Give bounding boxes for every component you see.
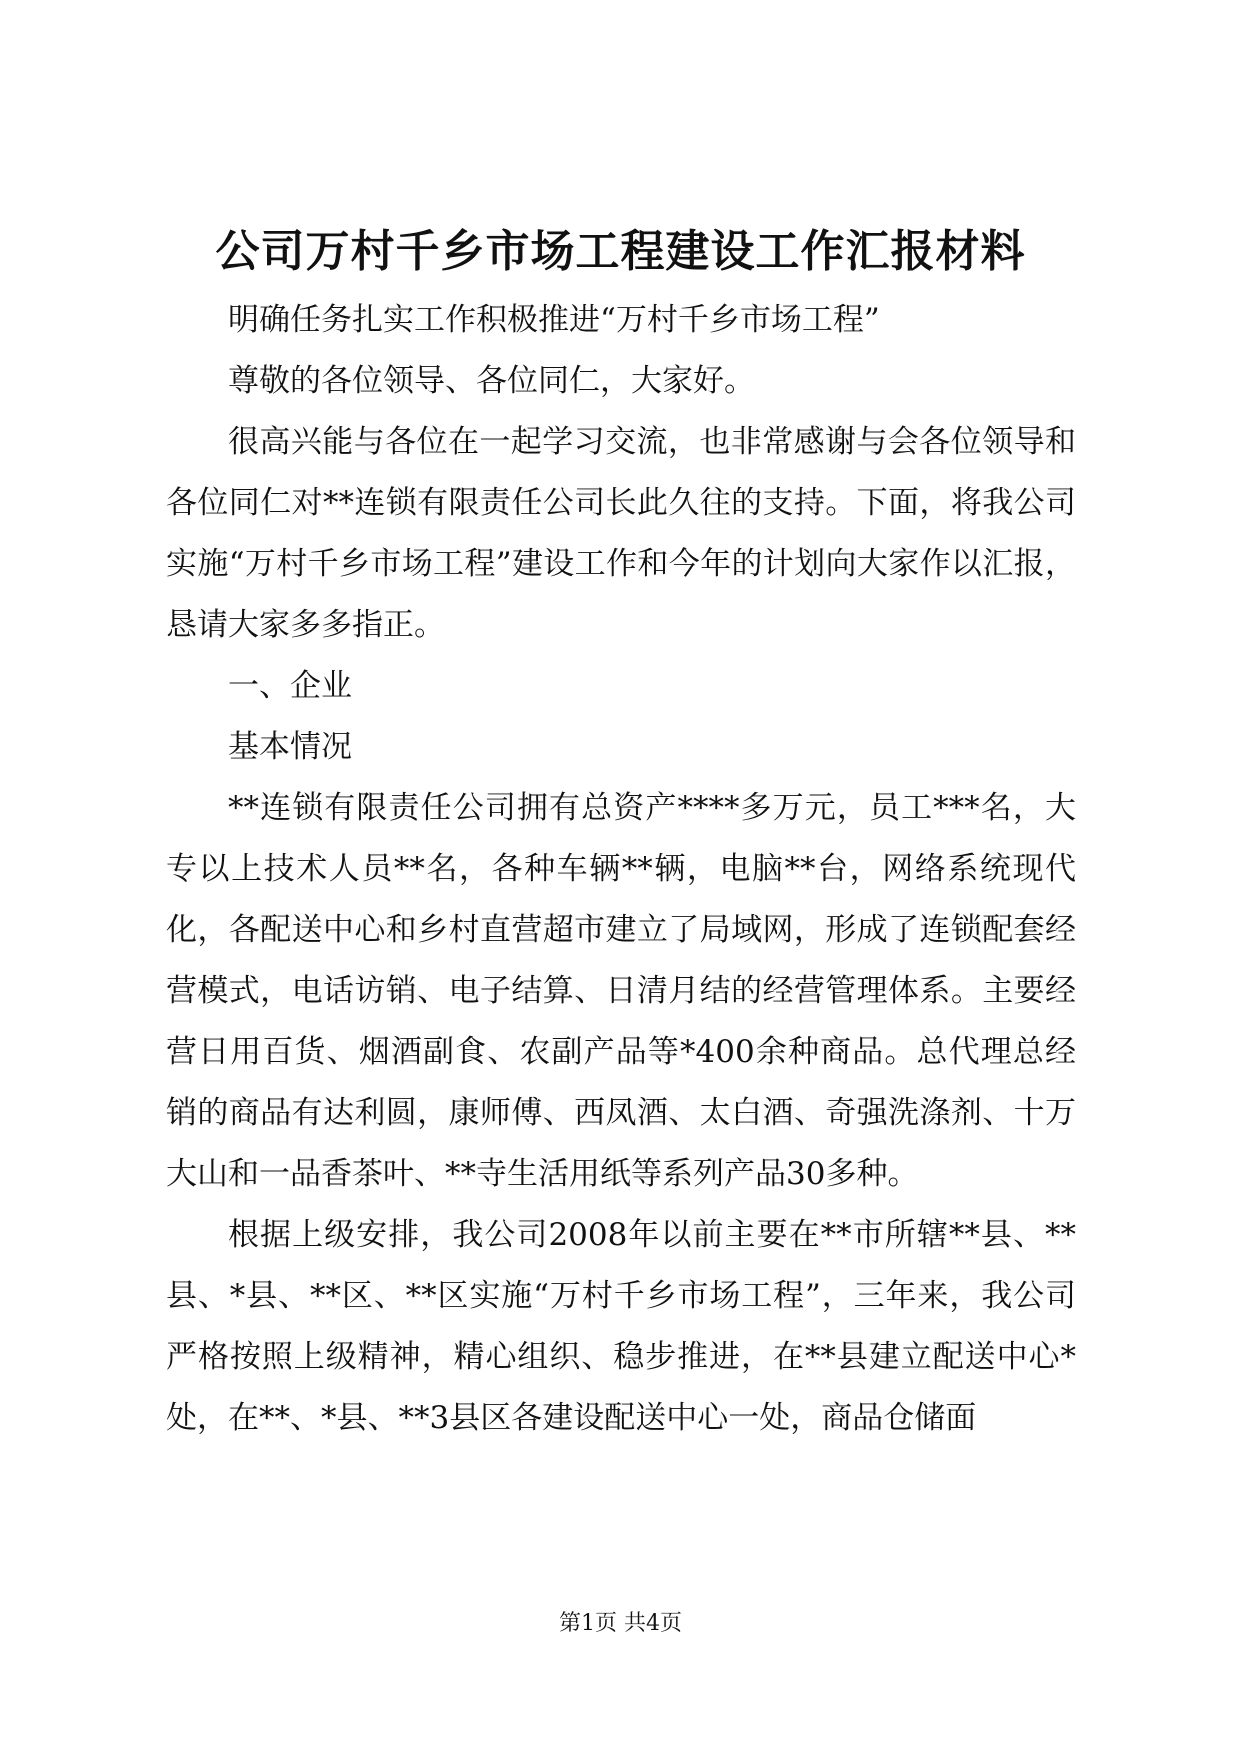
section-subheading-basic-info: 基本情况 <box>228 729 352 765</box>
paragraph-project-progress: 根据上级安排，我公司2008年以前主要在**市所辖**县、**县、*县、**区、**区实施“万村千乡市场工程”，三年来，我公司严格按照上级精神，精心组织、稳步推进，在**县建立配送中心*处，在**、*县、**3县区各建设配送中心一处，商品仓储面 <box>166 1217 1076 1436</box>
paragraph-subtitle: 明确任务扎实工作积极推进“万村千乡市场工程” <box>228 302 880 338</box>
paragraph-greeting: 尊敬的各位领导、各位同仁，大家好。 <box>228 363 755 399</box>
document-body <box>166 290 1076 1449</box>
document-title: 公司万村千乡市场工程建设工作汇报材料 <box>215 226 1026 277</box>
section-heading-enterprise: 一、企业 <box>228 668 352 704</box>
paragraph-company-overview: **连锁有限责任公司拥有总资产****多万元，员工***名，大专以上技术人员**名，各种车辆**辆，电脑**台，网络系统现代化，各配送中心和乡村直营超市建立了局域网，形成了连锁配套经营模式，电话访销、电子结算、日清月结的经营管理体系。主要经营日用百货、烟酒副食、农副产品等*400余种商品。总代理总经销的商品有达利圆，康师傅、西凤酒、太白酒、奇强洗涤剂、十万大山和一品香茶叶、**寺生活用纸等系列产品30多种。 <box>166 790 1076 1192</box>
page-number-footer: 第1页 共4页 <box>559 1611 682 1636</box>
paragraph-introduction: 很高兴能与各位在一起学习交流，也非常感谢与会各位领导和各位同仁对**连锁有限责任公司长此久往的支持。下面，将我公司实施“万村千乡市场工程”建设工作和今年的计划向大家作以汇报，恳请大家多多指正。 <box>166 424 1076 643</box>
